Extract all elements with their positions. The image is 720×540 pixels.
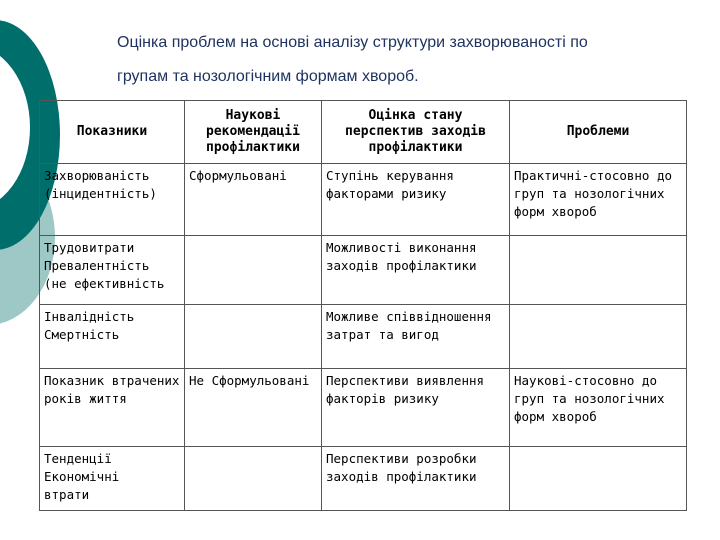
recommendations-cell [185, 305, 322, 369]
recommendations-cell [185, 447, 322, 511]
indicator-text: Інвалідність [44, 309, 135, 324]
indicator-text: (не ефективність [44, 276, 165, 291]
indicator-text: Смертність [44, 327, 120, 342]
assessment-cell: Можливе співвідношення затрат та вигод [322, 305, 510, 369]
problems-cell: Наукові-стосовно до груп та нозологічних форм хвороб [510, 369, 687, 447]
indicator-text: Трудовитрати [44, 240, 135, 255]
indicators-cell [40, 447, 185, 511]
table-row [40, 164, 687, 236]
problems-cell [510, 236, 687, 305]
assessment-cell: Можливості виконання заходів профілактики [322, 236, 510, 305]
indicators-cell [40, 164, 185, 236]
table-row [40, 305, 687, 369]
recommendations-cell [185, 236, 322, 305]
header-indicators: Показники [40, 101, 185, 164]
indicator-text: втрати [44, 487, 90, 502]
indicator-text: Показник втрачених років життя [44, 373, 180, 406]
assessment-cell: Перспективи виявлення факторів ризику [322, 369, 510, 447]
header-recommendations: Наукові рекомендації профілактики [185, 101, 322, 164]
problems-cell [510, 447, 687, 511]
indicator-text: Захворюваність (інцидентність) [44, 168, 157, 201]
table-row [40, 447, 687, 511]
recommendations-cell: Не Сформульовані [185, 369, 322, 447]
indicators-cell [40, 305, 185, 369]
table-row [40, 369, 687, 447]
header-problems: Проблеми [510, 101, 687, 164]
indicator-text: Економічні [44, 469, 120, 484]
analysis-table [39, 100, 687, 511]
slide-title-line-1: Оцінка проблем на основі аналізу структури захворюваності по [117, 34, 588, 51]
table-header-row [40, 101, 687, 164]
indicators-cell [40, 236, 185, 305]
header-assessment: Оцінка стану перспектив заходів профілактики [322, 101, 510, 164]
problems-cell: Практичні-стосовно до груп та нозологічних форм хвороб [510, 164, 687, 236]
indicators-cell [40, 369, 185, 447]
recommendations-cell: Сформульовані [185, 164, 322, 236]
assessment-cell: Перспективи розробки заходів профілактики [322, 447, 510, 511]
assessment-cell: Ступінь керування факторами ризику [322, 164, 510, 236]
indicator-text: Превалентність [44, 258, 150, 273]
problems-cell [510, 305, 687, 369]
indicator-text: Тенденції [44, 451, 112, 466]
slide-title [117, 26, 707, 94]
table-row [40, 236, 687, 305]
slide-title-line-2: групам та нозологічним формам хвороб. [117, 68, 419, 85]
